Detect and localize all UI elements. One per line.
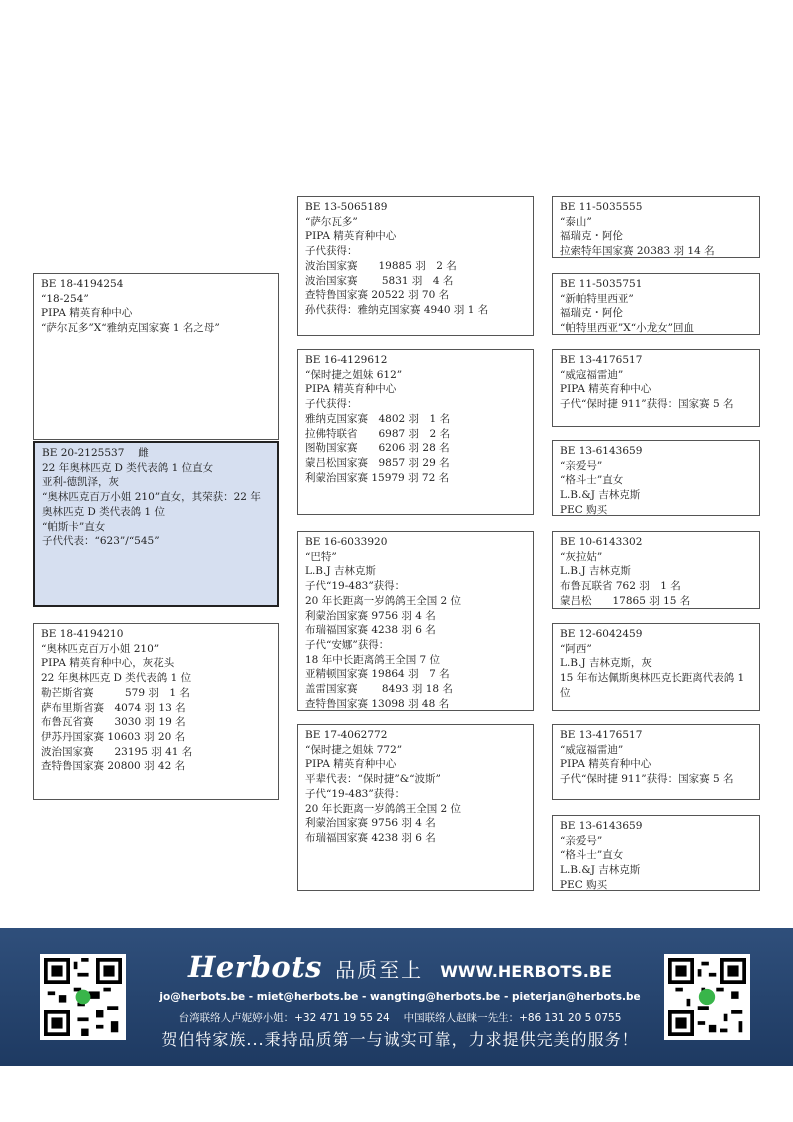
pedigree-line: 子代代表：“623”/“545” bbox=[42, 535, 160, 548]
pedigree-line: 孙代获得：雅纳克国家赛 4940 羽 1 名 bbox=[305, 303, 489, 316]
brand-slogan: 品质至上 bbox=[335, 958, 424, 982]
ring-number: BE 18-4194210 bbox=[41, 628, 124, 640]
ring-number: BE 10-6143302 bbox=[560, 536, 643, 548]
pedigree-line: 查特鲁国家赛 13098 羽 48 名 bbox=[305, 697, 450, 710]
pedigree-line: “亲爱号” bbox=[560, 459, 603, 472]
sire-sire-sire-card bbox=[552, 196, 760, 258]
pedigree-line: L.B.&J 吉林克斯 bbox=[560, 489, 641, 502]
pedigree-line: 20 年长距离一岁鸽鸽王全国 2 位 bbox=[305, 802, 462, 815]
pedigree-line: 盖雷国家赛 8493 羽 18 名 bbox=[305, 683, 453, 696]
pedigree-line: PIPA 精英育种中心 bbox=[560, 383, 652, 396]
pedigree-line: “新帕特里西亚” bbox=[560, 292, 634, 305]
pedigree-line: 福瑞克・阿伦 bbox=[560, 307, 623, 320]
sire-dam-dam-card bbox=[552, 440, 760, 516]
footer-banner bbox=[0, 928, 793, 1066]
brand-line bbox=[150, 950, 650, 984]
email-addresses[interactable]: jo@herbots.be - miet@herbots.be - wangting@herbots.be - pieterjan@herbots.be bbox=[159, 991, 641, 1003]
dam-dam-dam-card bbox=[552, 815, 760, 891]
pedigree-line: 子代“安娜”获得： bbox=[305, 638, 390, 651]
dam-sire-card bbox=[297, 531, 534, 711]
pedigree-line: “格斗士”直女 bbox=[560, 849, 624, 862]
pedigree-line: 利蒙治国家赛 15979 羽 72 名 bbox=[305, 471, 450, 484]
qr-code-icon bbox=[668, 958, 746, 1036]
pedigree-line: 福瑞克・阿伦 bbox=[560, 230, 623, 243]
pedigree-line: 波治国家赛 19885 羽 2 名 bbox=[305, 259, 457, 272]
herbots-logo: Herbots bbox=[188, 950, 322, 984]
pedigree-line: 子代“保时捷 911”获得：国家赛 5 名 bbox=[560, 773, 734, 786]
pedigree-line: “巴特” bbox=[305, 550, 337, 563]
pedigree-line: 子代获得： bbox=[305, 245, 358, 258]
dam-dam-sire-card bbox=[552, 724, 760, 800]
qr-code-icon bbox=[44, 958, 122, 1036]
ring-number: BE 13-5065189 bbox=[305, 201, 388, 213]
ring-number: BE 13-4176517 bbox=[560, 729, 643, 741]
pedigree-line: L.B.&J 吉林克斯 bbox=[560, 864, 641, 877]
ring-number: BE 20-2125537 雌 bbox=[42, 447, 149, 459]
sire-sire-dam-card bbox=[552, 273, 760, 335]
pedigree-line: 波治国家赛 23195 羽 41 名 bbox=[41, 745, 193, 758]
pedigree-line: 勒芒斯省赛 579 羽 1 名 bbox=[41, 686, 190, 699]
pedigree-line: 蒙吕松国家赛 9857 羽 29 名 bbox=[305, 456, 450, 469]
dam-card bbox=[33, 623, 279, 800]
ring-number: BE 11-5035751 bbox=[560, 278, 643, 290]
ring-number: BE 18-4194254 bbox=[41, 278, 124, 290]
pedigree-line: 拉索特年国家赛 20383 羽 14 名 bbox=[560, 245, 715, 258]
ring-number: BE 16-6033920 bbox=[305, 536, 388, 548]
ring-number: BE 13-6143659 bbox=[560, 820, 643, 832]
pedigree-line: 布鲁瓦联省 762 羽 1 名 bbox=[560, 580, 681, 593]
ring-number: BE 12-6042459 bbox=[560, 628, 643, 640]
pedigree-line: 图勒国家赛 6206 羽 28 名 bbox=[305, 442, 450, 455]
pedigree-line: L.B.J 吉林克斯 bbox=[305, 565, 376, 578]
pedigree-line: “亲爱号” bbox=[560, 834, 603, 847]
pedigree-line: “阿西” bbox=[560, 642, 592, 655]
pedigree-line: 利蒙治国家赛 9756 羽 4 名 bbox=[305, 609, 436, 622]
pedigree-line: 波治国家赛 5831 羽 4 名 bbox=[305, 274, 454, 287]
pedigree-line: 布鲁瓦省赛 3030 羽 19 名 bbox=[41, 716, 186, 729]
sire-dam-card bbox=[297, 349, 534, 515]
pedigree-line: 萨布里斯省赛 4074 羽 13 名 bbox=[41, 701, 186, 714]
pedigree-line: 15 年布达佩斯奥林匹克长距离代表鸽 1 位 bbox=[560, 672, 745, 699]
dam-dam-card bbox=[297, 724, 534, 891]
pedigree-line: L.B.J 吉林克斯 bbox=[560, 565, 631, 578]
pedigree-line: L.B.J 吉林克斯，灰 bbox=[560, 657, 652, 670]
pedigree-line: “帕斯卡”直女 bbox=[42, 520, 106, 533]
dam-sire-dam-card bbox=[552, 623, 760, 711]
pedigree-line: “萨尔瓦多” bbox=[305, 215, 358, 228]
qr-code-left[interactable] bbox=[40, 954, 126, 1040]
pedigree-line: PIPA 精英育种中心 bbox=[305, 758, 397, 771]
pedigree-line: 子代“19-483”获得： bbox=[305, 580, 406, 593]
pedigree-line: “18-254” bbox=[41, 292, 89, 305]
subject-pigeon-card bbox=[33, 441, 279, 607]
pedigree-line: “威寇福雷迪” bbox=[560, 743, 624, 756]
dam-sire-sire-card bbox=[552, 531, 760, 609]
pedigree-line: “奥林匹克百万小姐 210” bbox=[41, 642, 160, 655]
website-link[interactable]: WWW.HERBOTS.BE bbox=[440, 962, 612, 981]
pedigree-line: 查特鲁国家赛 20800 羽 42 名 bbox=[41, 760, 186, 773]
pedigree-line: “帕特里西亚”X“小龙女”回血 bbox=[560, 322, 694, 335]
pedigree-line: PIPA 精英育种中心，灰花头 bbox=[41, 657, 175, 670]
pedigree-line: 18 年中长距离鸽王全国 7 位 bbox=[305, 653, 441, 666]
qr-code-right[interactable] bbox=[664, 954, 750, 1040]
pedigree-line: PIPA 精英育种中心 bbox=[305, 383, 397, 396]
ring-number: BE 16-4129612 bbox=[305, 354, 388, 366]
pedigree-line: PEC 购买 bbox=[560, 503, 608, 516]
pedigree-line: 布瑞福国家赛 4238 羽 6 名 bbox=[305, 831, 436, 844]
pedigree-line: 伊苏丹国家赛 10603 羽 20 名 bbox=[41, 730, 186, 743]
contact-phones: 台湾联络人卢妮婷小姐：+32 471 19 55 24 中国联络人赵睐一先生：+86 131 20 5 0755 bbox=[178, 1012, 622, 1024]
pedigree-line: 亚精顿国家赛 19864 羽 7 名 bbox=[305, 668, 450, 681]
pedigree-line: “萨尔瓦多”X“雅纳克国家赛 1 名之母” bbox=[41, 322, 220, 335]
sire-card bbox=[33, 273, 279, 440]
pedigree-line: 22 年奥林匹克 D 类代表鸽 1 位直女 bbox=[42, 461, 214, 474]
pedigree-line: PIPA 精英育种中心 bbox=[560, 758, 652, 771]
pedigree-line: 利蒙治国家赛 9756 羽 4 名 bbox=[305, 817, 436, 830]
pedigree-line: 子代“19-483”获得： bbox=[305, 787, 406, 800]
ring-number: BE 17-4062772 bbox=[305, 729, 388, 741]
pedigree-line: PIPA 精英育种中心 bbox=[305, 230, 397, 243]
pedigree-line: “奥林匹克百万小姐 210”直女，其荣获：22 年奥林匹克 D 类代表鸽 1 位 bbox=[42, 491, 261, 518]
pedigree-line: 查特鲁国家赛 20522 羽 70 名 bbox=[305, 289, 450, 302]
family-motto: 贺伯特家族...秉持品质第一与诚实可靠，力求提供完美的服务！ bbox=[161, 1030, 639, 1049]
pedigree-line: 蒙吕松 17865 羽 15 名 bbox=[560, 594, 691, 607]
pedigree-line: 拉佛特联省 6987 羽 2 名 bbox=[305, 427, 451, 440]
pedigree-line: “泰山” bbox=[560, 215, 592, 228]
pedigree-line: 布瑞福国家赛 4238 羽 6 名 bbox=[305, 624, 436, 637]
pedigree-line: 平辈代表：“保时捷”&“波斯” bbox=[305, 773, 441, 786]
pedigree-line: “保时捷之姐妹 772” bbox=[305, 743, 403, 756]
pedigree-line: 子代“保时捷 911”获得：国家赛 5 名 bbox=[560, 398, 734, 411]
pedigree-line: “保时捷之姐妹 612” bbox=[305, 368, 403, 381]
pedigree-line: 22 年奥林匹克 D 类代表鸽 1 位 bbox=[41, 672, 192, 685]
sire-sire-card bbox=[297, 196, 534, 336]
ring-number: BE 13-6143659 bbox=[560, 445, 643, 457]
sire-dam-sire-card bbox=[552, 349, 760, 427]
pedigree-line: “威寇福雷迪” bbox=[560, 368, 624, 381]
pedigree-line: 雅纳克国家赛 4802 羽 1 名 bbox=[305, 412, 451, 425]
ring-number: BE 11-5035555 bbox=[560, 201, 643, 213]
pedigree-line: 20 年长距离一岁鸽鸽王全国 2 位 bbox=[305, 594, 462, 607]
ring-number: BE 13-4176517 bbox=[560, 354, 643, 366]
pedigree-line: PEC 购买 bbox=[560, 878, 608, 891]
pedigree-line: PIPA 精英育种中心 bbox=[41, 307, 133, 320]
pedigree-line: 亚利-德凯泽，灰 bbox=[42, 476, 120, 489]
pedigree-line: “格斗士”直女 bbox=[560, 474, 624, 487]
pedigree-line: 子代获得： bbox=[305, 398, 358, 411]
pedigree-line: “灰拉姑” bbox=[560, 550, 603, 563]
